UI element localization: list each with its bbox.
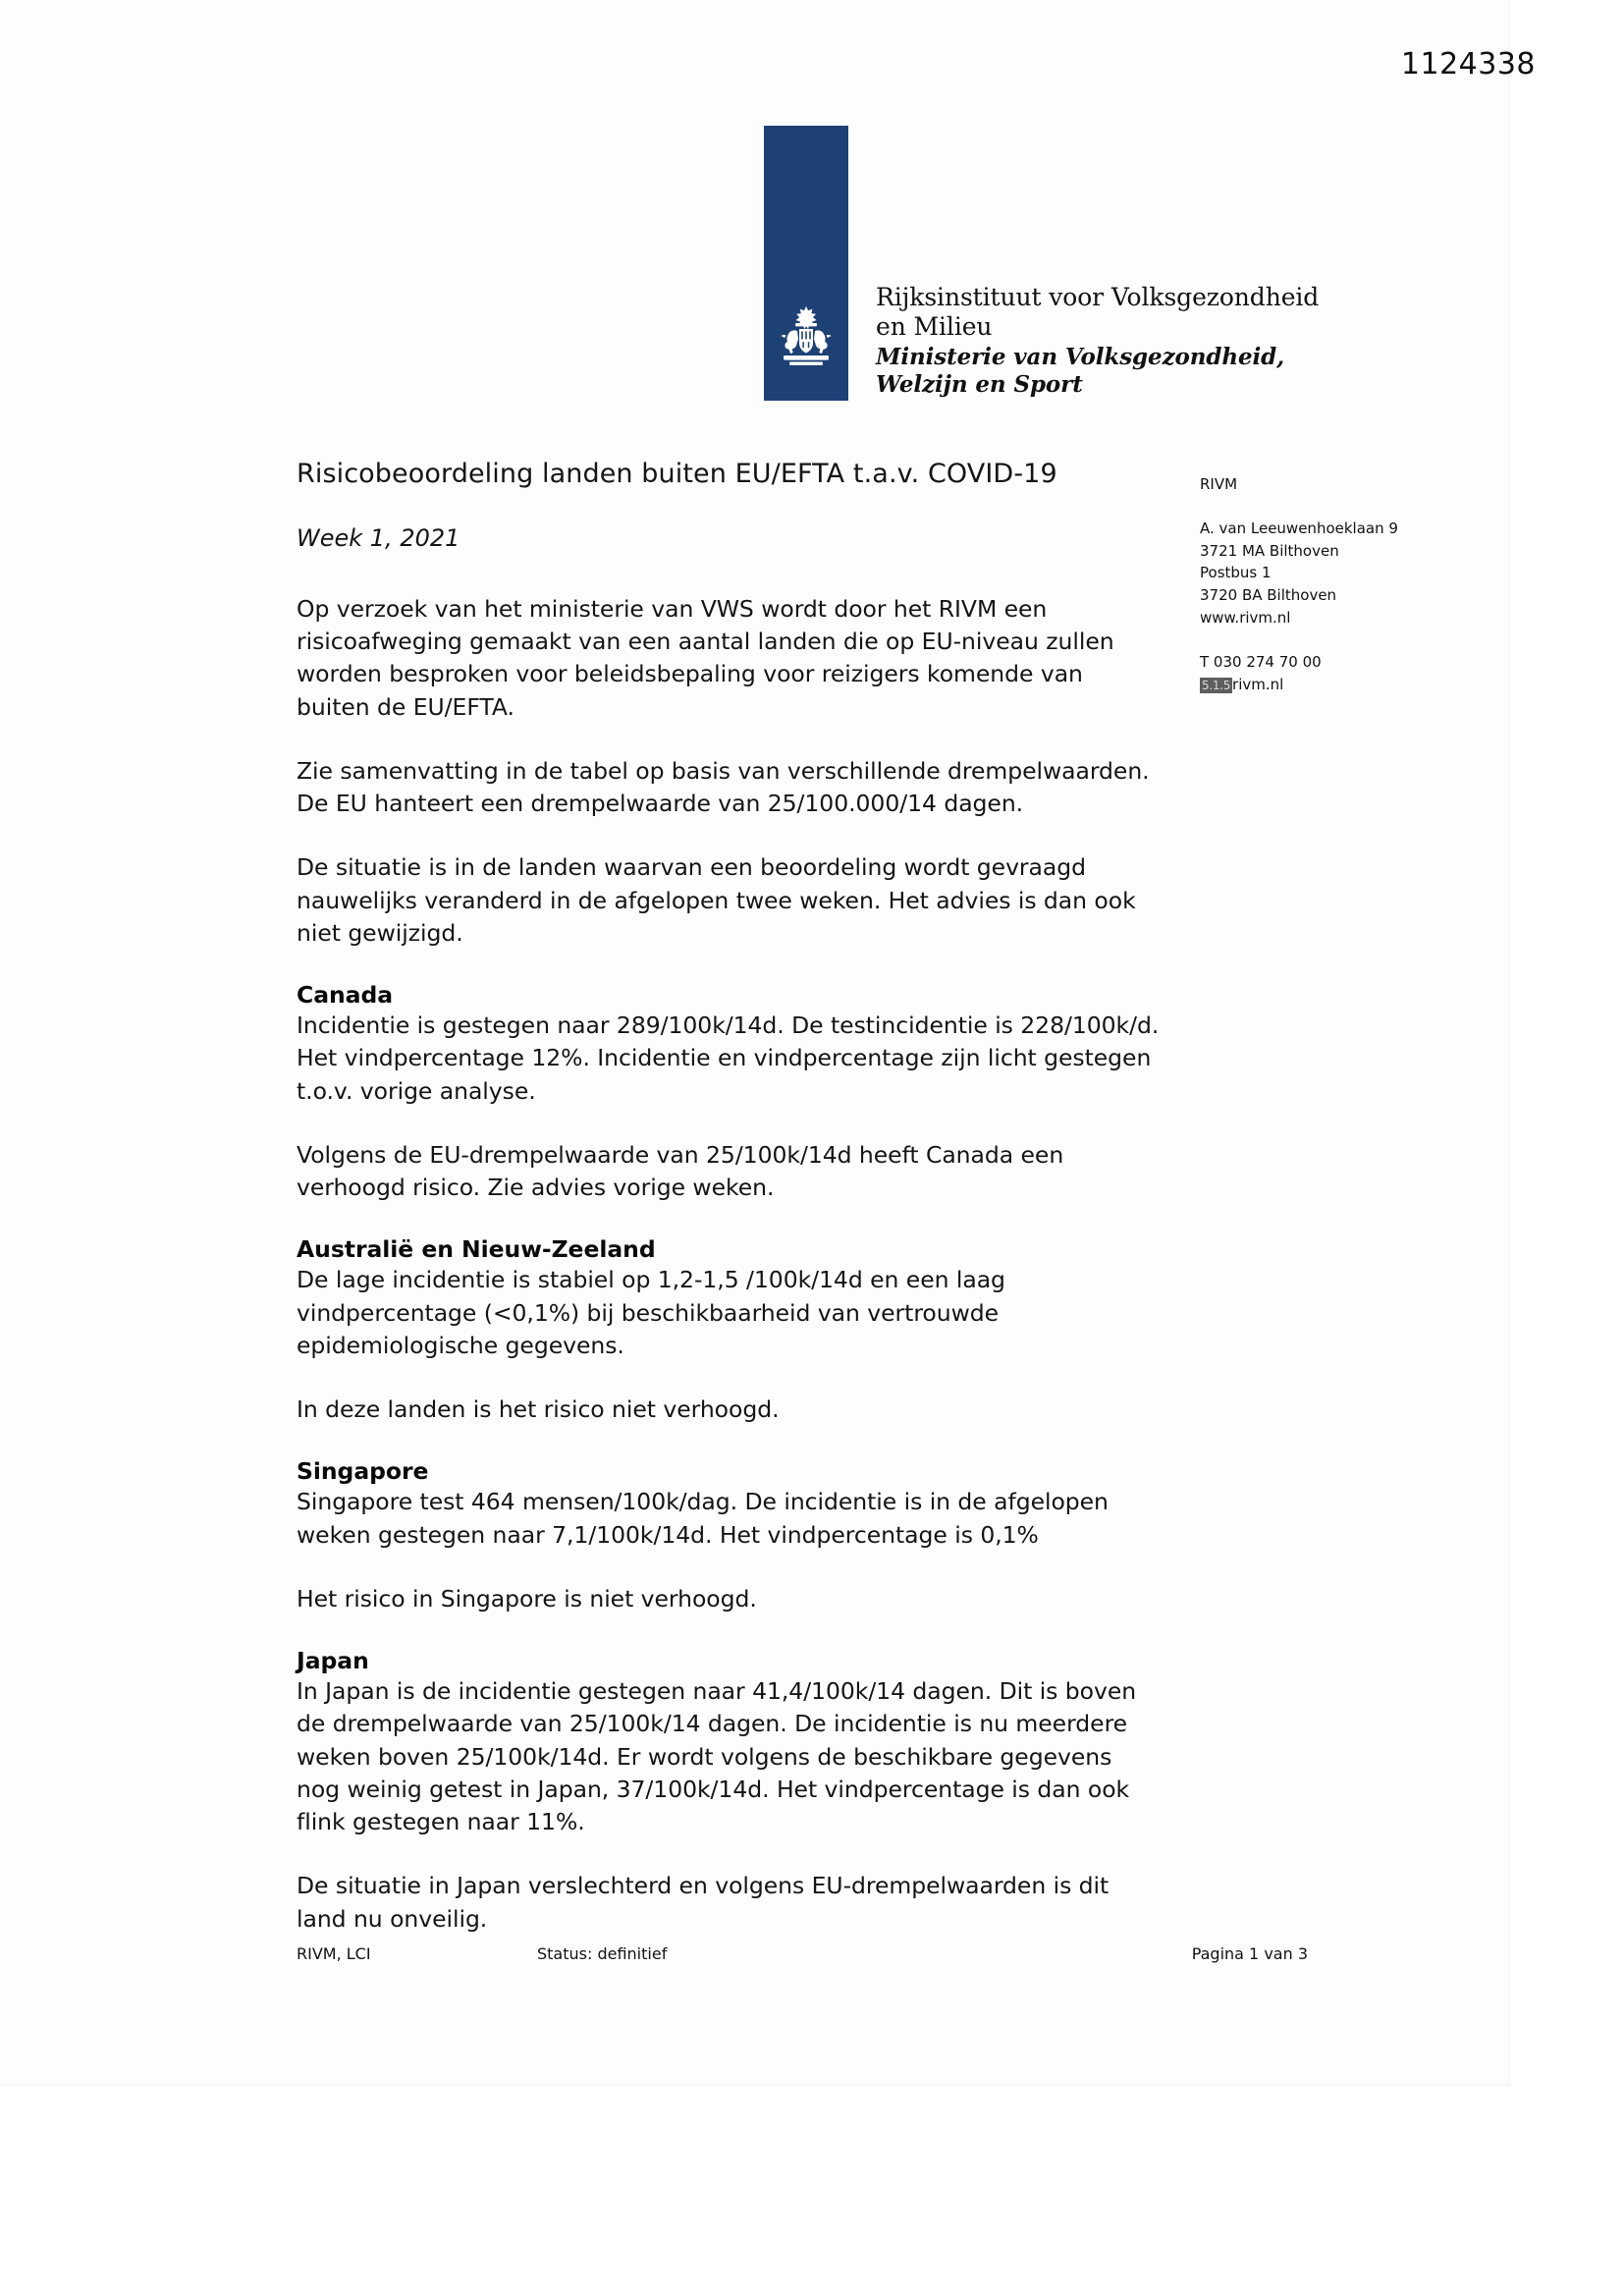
redaction-marker: 5.1.5 (1202, 678, 1231, 692)
contact-email-suffix: rivm.nl (1232, 675, 1284, 693)
paragraph-thresholds: Zie samenvatting in de tabel op basis van verschillende drempelwaarden. De EU hanteert een drempelwaarde van 25/100.000/14 dagen. (297, 756, 1150, 817)
section-paragraph: In Japan is de incidentie gestegen naar 41,4/100k/14 dagen. Dit is boven de drempelwaarde van 25/100k/14 dagen. De incidentie is nu meerdere weken boven 25/100k/14d. Er wordt volgens de beschikbare gegevens nog weinig getest in Japan, 37/100k/14d. Het vindpercentage is dan ook flink gestegen naar 11%. (297, 1677, 1137, 1835)
logo-line-4: Welzijn en Sport (876, 371, 1083, 399)
section-paragraph: Incidentie is gestegen naar 289/100k/14d. De testincidentie is 228/100k/d. Het vindpercentage 12%. Incidentie en vindpercentage zijn licht gestegen t.o.v. vorige analyse. (297, 1011, 1160, 1105)
logo-line-1: Rijksinstituut voor Volksgezondheid (876, 283, 1320, 311)
section-heading: Australië en Nieuw-Zeeland (297, 1235, 656, 1264)
section-singapore (297, 1457, 1161, 1615)
logo-wordmark (876, 283, 1319, 399)
contact-block (1200, 473, 1475, 695)
page-edge-shadow-right (1508, 0, 1512, 2084)
logo-blue-bar (764, 126, 848, 401)
section-paragraph: Volgens de EU-drempelwaarde van 25/100k/14d heeft Canada een verhoogd risico. Zie advies vorige weken. (297, 1140, 1064, 1201)
page-title: Risicobeoordeling landen buiten EU/EFTA t.a.v. COVID-19 (297, 459, 1057, 489)
section-heading: Canada (297, 981, 394, 1009)
section-heading: Singapore (297, 1457, 429, 1486)
document-body (297, 458, 1161, 1967)
contact-phone: T 030 274 70 00 (1200, 652, 1322, 671)
page-edge-shadow-bottom (0, 2084, 1512, 2088)
contact-address-line: 3721 MA Bilthoven (1200, 541, 1339, 560)
paragraph-intro: Op verzoek van het ministerie van VWS wordt door het RIVM een risicoafweging gemaakt van een aantal landen die op EU-niveau zullen worden besproken voor beleidsbepaling voor reizigers komende van buiten de EU/EFTA. (297, 594, 1114, 721)
document-subtitle: Week 1, 2021 (297, 523, 460, 552)
section-paragraph: De lage incidentie is stabiel op 1,2-1,5 /100k/14d en een laag vindpercentage (<0,1%) bij beschikbaarheid van vertrouwde epidemiologische gegevens. (297, 1266, 1005, 1359)
contact-address-line: 3720 BA Bilthoven (1200, 586, 1337, 605)
section-canada (297, 981, 1161, 1204)
section-paragraph: Singapore test 464 mensen/100k/dag. De incidentie is in de afgelopen weken gestegen naar 7,1/100k/14d. Het vindpercentage is 0,1% (297, 1488, 1109, 1549)
contact-address-line: A. van Leeuwenhoeklaan 9 (1200, 519, 1398, 537)
footer-status: Status: definitief (537, 1944, 668, 1963)
contact-address-line: Postbus 1 (1200, 564, 1272, 582)
contact-email (1200, 674, 1475, 696)
footer-page-number: Pagina 1 van 3 (1191, 1944, 1308, 1963)
dutch-coat-of-arms-icon (770, 304, 842, 371)
document-id-number: 1124338 (1400, 47, 1536, 82)
logo-line-2: en Milieu (876, 312, 993, 342)
footer-source: RIVM, LCI (297, 1944, 371, 1963)
section-heading: Japan (297, 1647, 369, 1674)
page-footer (297, 1944, 1308, 1963)
logo-line-3: Ministerie van Volksgezondheid, (876, 343, 1285, 370)
section-japan (297, 1647, 1161, 1936)
contact-website: www.rivm.nl (1200, 608, 1291, 627)
section-paragraph: Het risico in Singapore is niet verhoogd. (297, 1584, 757, 1613)
section-paragraph: De situatie in Japan verslechterd en volgens EU-drempelwaarden is dit land nu onveilig. (297, 1872, 1110, 1933)
contact-org: RIVM (1200, 475, 1238, 493)
rivm-logo (764, 126, 1319, 401)
paragraph-situation: De situatie is in de landen waarvan een beoordeling wordt gevraagd nauwelijks veranderd in de afgelopen twee weken. Het advies is dan ook niet gewijzigd. (297, 853, 1136, 947)
section-australie-nieuw-zeeland (297, 1235, 1161, 1426)
section-paragraph: In deze landen is het risico niet verhoogd. (297, 1395, 780, 1423)
